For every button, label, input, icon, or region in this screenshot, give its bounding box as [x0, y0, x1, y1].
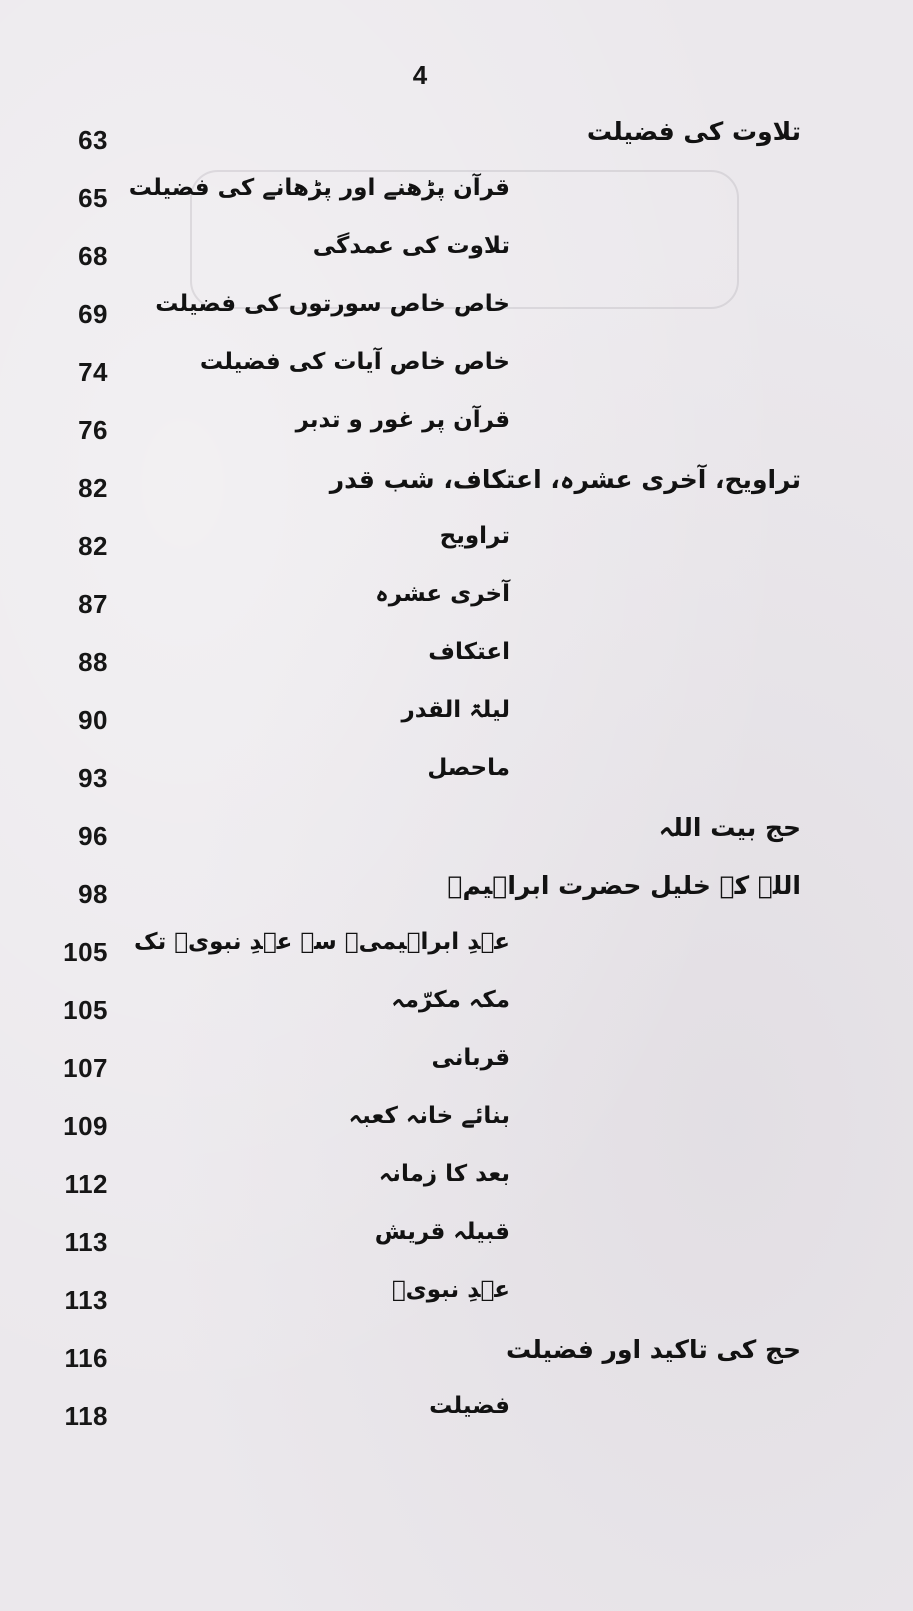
toc-row: [0, 1391, 913, 1447]
toc-page-number: 113: [64, 1227, 108, 1257]
toc-page-number: 88: [78, 647, 108, 677]
toc-subsection-title: اعتکاف: [428, 639, 510, 665]
toc-page-number: 109: [63, 1111, 108, 1141]
toc-row: [0, 695, 913, 751]
toc-section-title: اللہ کے خلیل حضرت ابراہیمؑ: [447, 871, 801, 900]
toc-subsection-title: قربانی: [431, 1045, 510, 1071]
toc-row: [0, 811, 913, 867]
toc-page-number: 87: [78, 589, 108, 619]
toc-page-number: 105: [63, 937, 108, 967]
toc-page-number: 90: [78, 705, 108, 735]
toc-page-number: 112: [64, 1169, 108, 1199]
toc-row: [0, 173, 913, 229]
toc-subsection-title: آخری عشرہ: [375, 581, 510, 607]
toc-section-title: حج بیت اللہ: [658, 813, 801, 842]
toc-page-number: 105: [63, 995, 108, 1025]
toc-page-number: 82: [78, 531, 108, 561]
toc-section-title: تراویح، آخری عشرہ، اعتکاف، شب قدر: [329, 465, 801, 494]
toc-subsection-title: لیلۃ القدر: [401, 697, 510, 723]
toc-page-number: 96: [78, 821, 108, 851]
toc-row: [0, 405, 913, 461]
toc-page-number: 68: [78, 241, 108, 271]
toc-page-number: 107: [63, 1053, 108, 1083]
toc-page-number: 118: [64, 1401, 108, 1431]
toc-subsection-title: فضیلت: [429, 1393, 510, 1419]
toc-page-number: 93: [78, 763, 108, 793]
toc-page-number: 82: [78, 473, 108, 503]
toc-page-number: 113: [64, 1285, 108, 1315]
toc-subsection-title: خاص خاص آیات کی فضیلت: [199, 349, 510, 375]
toc-subsection-title: قرآن پر غور و تدبر: [295, 407, 510, 433]
toc-page-number: 65: [78, 183, 108, 213]
toc-row: [0, 289, 913, 345]
toc-row: [0, 1159, 913, 1215]
toc-subsection-title: خاص خاص سورتوں کی فضیلت: [155, 291, 510, 317]
toc-row: [0, 521, 913, 577]
toc-row: [0, 1043, 913, 1099]
toc-page-number: 74: [78, 357, 108, 387]
toc-row: [0, 463, 913, 519]
toc-subsection-title: قرآن پڑھنے اور پڑھانے کی فضیلت: [128, 175, 510, 201]
toc-row: [0, 637, 913, 693]
toc-row: [0, 1333, 913, 1389]
toc-row: [0, 1101, 913, 1157]
toc-row: [0, 869, 913, 925]
toc-page-number: 76: [78, 415, 108, 445]
toc-page-number: 69: [78, 299, 108, 329]
toc-row: [0, 231, 913, 287]
toc-row: [0, 579, 913, 635]
toc-row: [0, 985, 913, 1041]
toc-row: [0, 1217, 913, 1273]
toc-page-number: 116: [64, 1343, 108, 1373]
toc-subsection-title: تراویح: [439, 523, 510, 549]
toc-subsection-title: مکہ مکرّمہ: [391, 987, 510, 1013]
toc-subsection-title: عہدِ ابراہیمیؑ سے عہدِ نبویؐ تک: [134, 929, 510, 955]
toc-subsection-title: قبیلہ قریش: [374, 1219, 510, 1245]
page-number: 4: [412, 60, 428, 90]
toc-row: [0, 347, 913, 403]
toc-subsection-title: عہدِ نبویؐ: [391, 1277, 510, 1303]
toc-page-number: 98: [78, 879, 108, 909]
toc-row: [0, 753, 913, 809]
toc-section-title: تلاوت کی فضیلت: [586, 117, 801, 146]
toc-subsection-title: بنائے خانہ کعبہ: [348, 1103, 510, 1129]
toc-page-number: 63: [78, 125, 108, 155]
toc-section-title: حج کی تاکید اور فضیلت: [505, 1335, 801, 1364]
toc-subsection-title: ماحصل: [427, 755, 510, 781]
toc-row: [0, 115, 913, 171]
toc-row: [0, 1275, 913, 1331]
toc-row: [0, 927, 913, 983]
toc-subsection-title: تلاوت کی عمدگی: [312, 233, 510, 259]
toc-subsection-title: بعد کا زمانہ: [378, 1161, 510, 1187]
